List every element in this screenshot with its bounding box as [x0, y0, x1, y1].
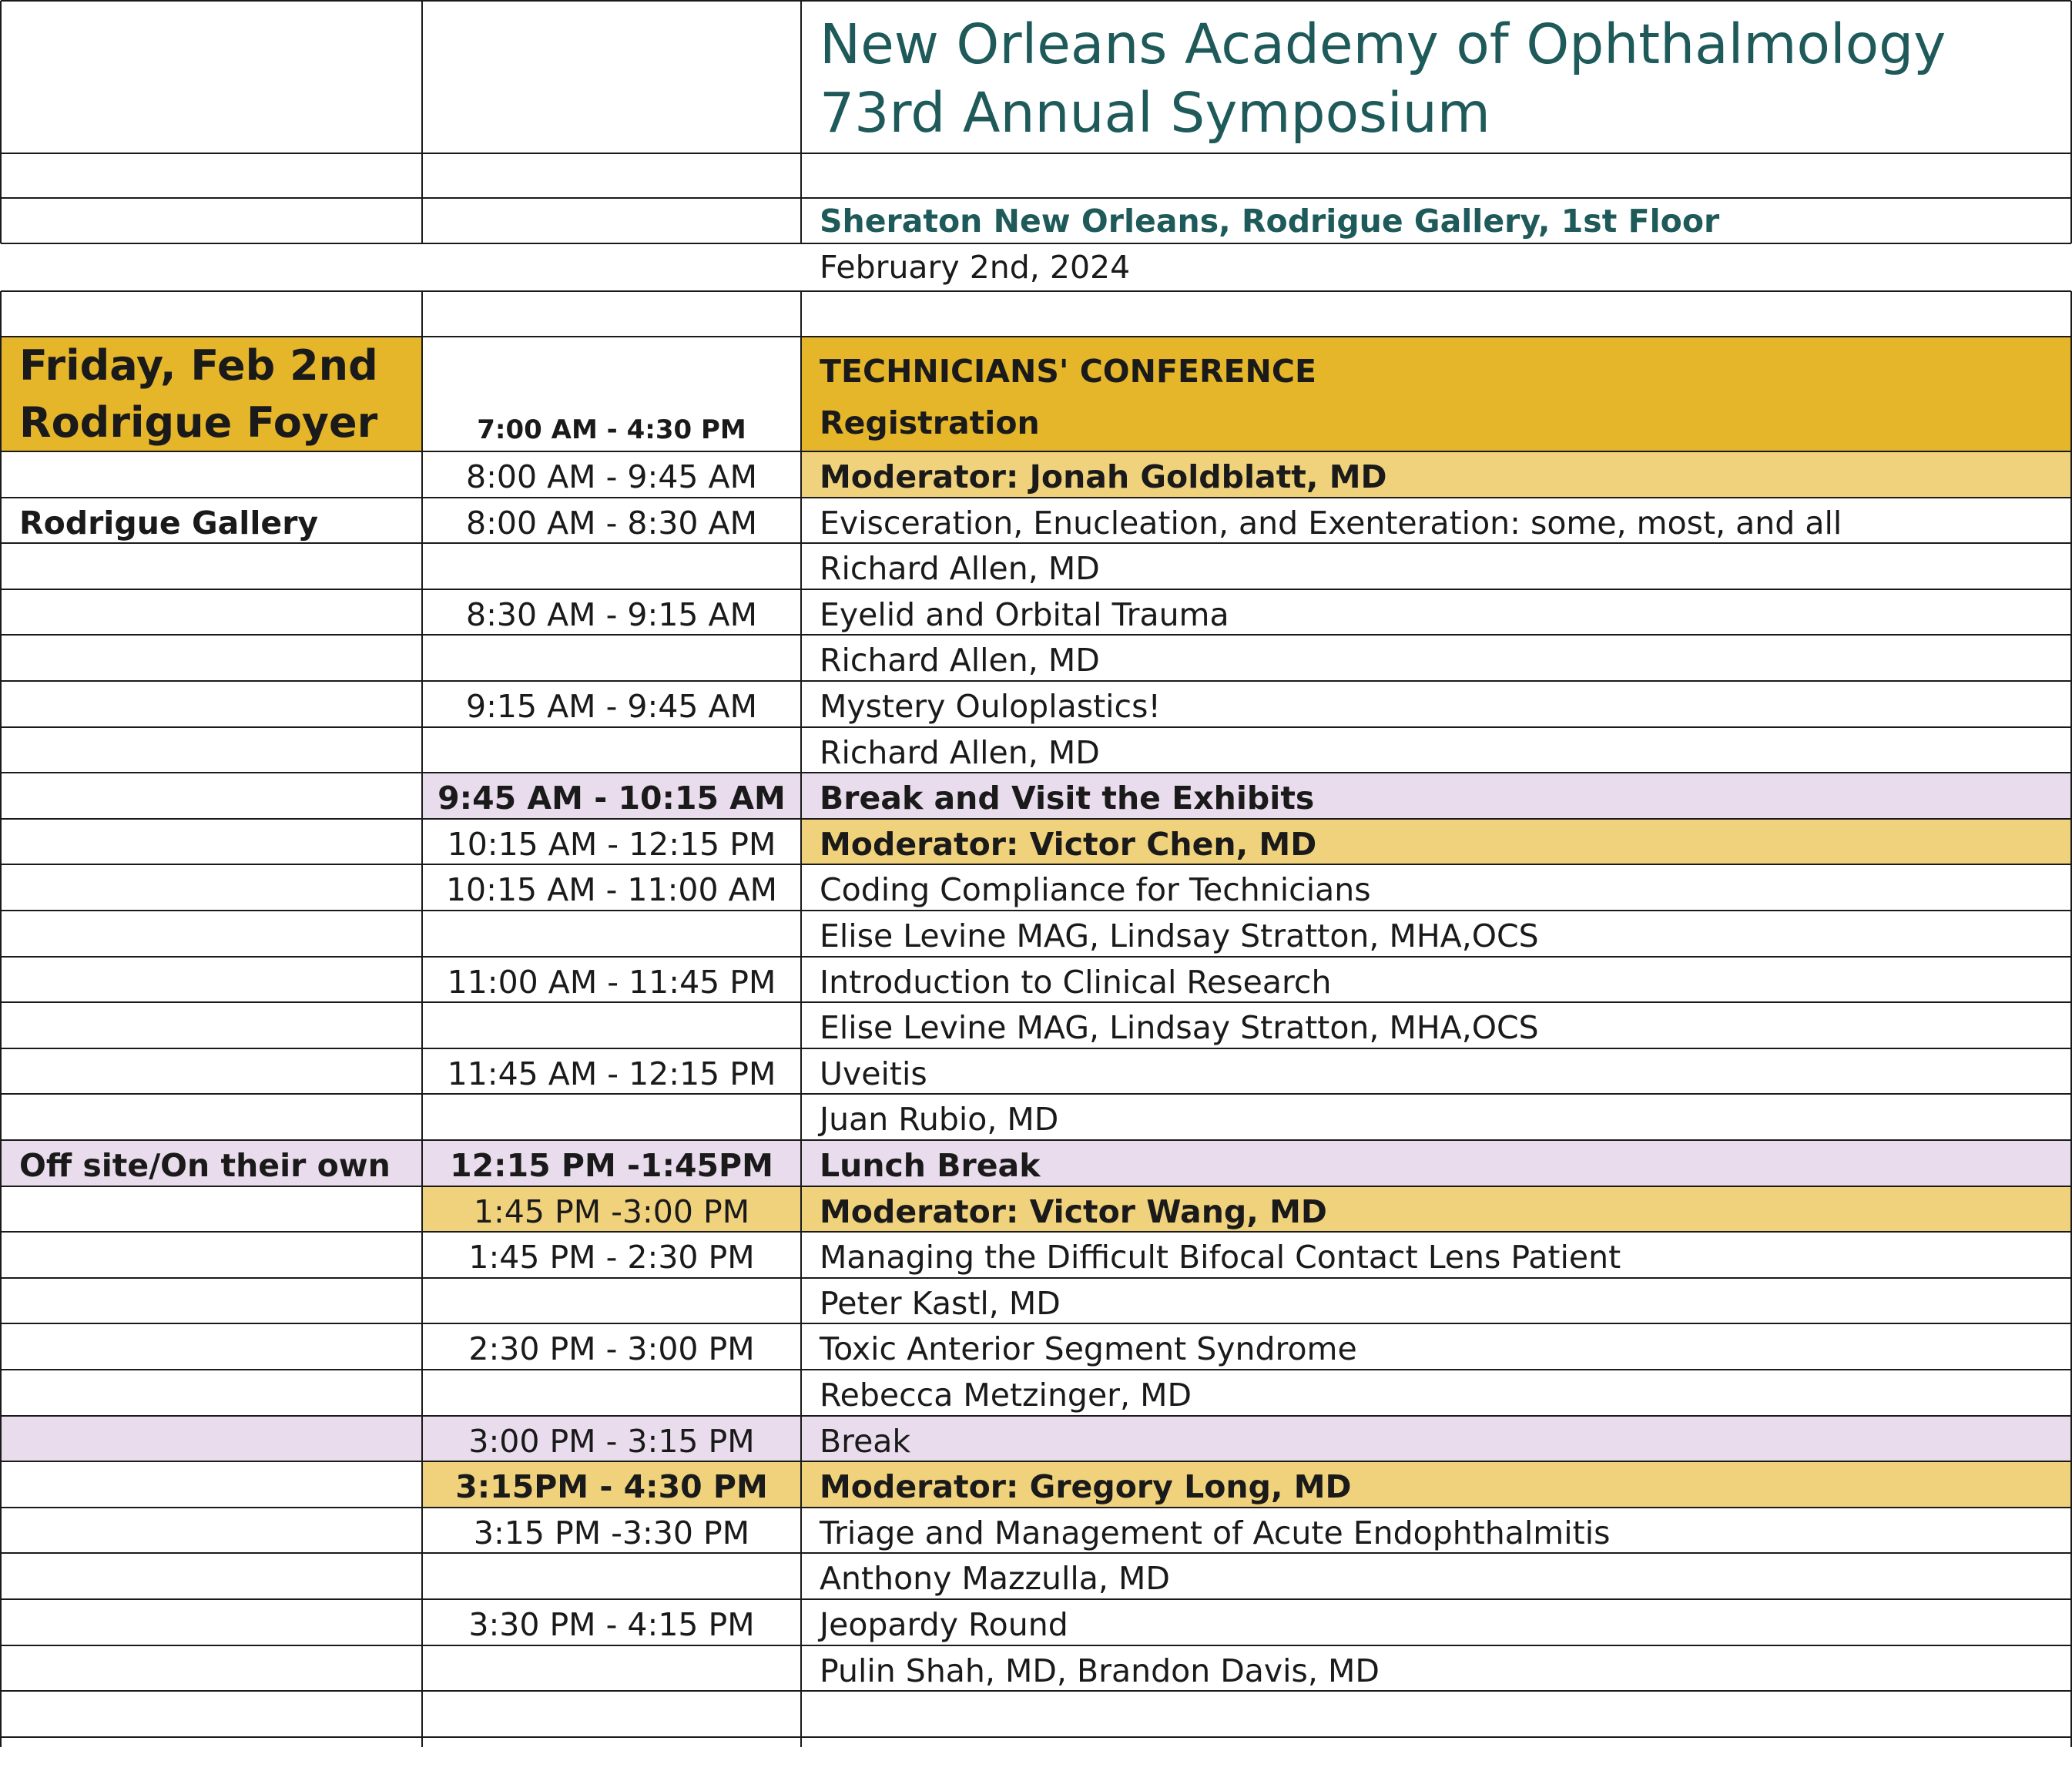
event-cell: [801, 1691, 2071, 1737]
schedule-row: [0, 1553, 2072, 1599]
grid-line-h: [1, 1598, 2071, 1600]
event-cell: Richard Allen, MD: [820, 733, 1100, 771]
location-cell: [1, 1416, 422, 1461]
grid-line-v: [800, 337, 802, 1747]
schedule-row: [0, 451, 2072, 498]
time-cell: 3:30 PM - 4:15 PM: [468, 1606, 755, 1643]
location-cell: [1, 1508, 422, 1553]
event-cell: Rebecca Metzinger, MD: [820, 1377, 1192, 1414]
schedule-row: [0, 681, 2072, 727]
time-cell: [422, 911, 801, 957]
grid-line-h: [1, 1048, 2071, 1049]
schedule-row: [0, 1416, 2072, 1461]
time-cell: 3:15PM - 4:30 PM: [422, 1461, 801, 1508]
time-cell: [422, 543, 801, 589]
event-cell: Jeopardy Round: [820, 1606, 1068, 1643]
event-cell: Elise Levine MAG, Lindsay Stratton, MHA,OCS: [820, 917, 1539, 954]
time-cell: 10:15 AM - 12:15 PM: [447, 825, 776, 863]
schedule-row: [0, 1278, 2072, 1323]
location-cell: [1, 1232, 422, 1278]
grid-line-h: [1, 451, 2071, 452]
date-row: [0, 243, 2072, 291]
location-cell: [1, 1048, 422, 1094]
time-cell: [422, 1370, 801, 1416]
date-label: February 2nd, 2024: [820, 249, 1131, 286]
time-cell: [422, 1002, 801, 1048]
event-cell: Break and Visit the Exhibits: [801, 773, 2071, 819]
title-row: [0, 0, 2072, 153]
grid-line-h: [1, 1507, 2071, 1508]
schedule-row: [0, 1094, 2072, 1140]
event-cell: Lunch Break: [801, 1140, 2071, 1186]
location-cell: [1, 1370, 422, 1416]
grid-line-h: [1, 726, 2071, 728]
grid-line-h: [1, 1369, 2071, 1370]
grid-line-h: [1, 1186, 2071, 1187]
grid-line-h: [1, 336, 2071, 337]
schedule-row: [0, 1508, 2072, 1553]
location-cell: [1, 1691, 422, 1737]
time-cell: 12:15 PM -1:45PM: [422, 1140, 801, 1186]
event-cell: Anthony Mazzulla, MD: [820, 1560, 1170, 1597]
event-cell: Juan Rubio, MD: [820, 1101, 1059, 1138]
time-cell: [422, 1094, 801, 1140]
event-cell: Uveitis: [820, 1055, 927, 1092]
schedule-row: [0, 1323, 2072, 1370]
location-cell: [1, 773, 422, 819]
event-cell: Evisceration, Enucleation, and Exenteration: some, most, and all: [820, 504, 1842, 542]
time-cell: 11:00 AM - 11:45 PM: [447, 963, 776, 1001]
event-cell: Pulin Shah, MD, Brandon Davis, MD: [820, 1652, 1380, 1689]
grid-line-v: [800, 1, 802, 243]
location-cell: [1, 1461, 422, 1508]
schedule-row: [0, 1599, 2072, 1645]
location-cell: [1, 1278, 422, 1323]
registration-time: 7:00 AM - 4:30 PM: [477, 414, 746, 445]
grid-line-h: [1, 634, 2071, 636]
time-cell: [422, 1645, 801, 1691]
schedule-row: [0, 864, 2072, 911]
grid-line-v: [421, 291, 423, 337]
event-cell: Moderator: Gregory Long, MD: [801, 1461, 2071, 1508]
day-header: [0, 337, 2072, 451]
grid-line-h: [1, 864, 2071, 865]
schedule-row: [0, 1186, 2072, 1232]
grid-line-h: [1, 1461, 2071, 1462]
title-cell: [801, 0, 2071, 153]
location-cell: [1, 1645, 422, 1691]
schedule-row: [0, 1691, 2072, 1737]
location-cell: [1, 635, 422, 681]
event-cell: Moderator: Jonah Goldblatt, MD: [801, 451, 2071, 498]
venue-row: [0, 198, 2072, 243]
grid-line-h: [1, 290, 2071, 292]
event-cell: Triage and Management of Acute Endophthalmitis: [820, 1514, 1611, 1551]
location-cell: Rodrigue Gallery: [19, 504, 319, 542]
schedule-row: [0, 727, 2072, 773]
grid-line-h: [1, 1415, 2071, 1417]
grid-line-h: [1, 1001, 2071, 1003]
event-cell: Mystery Ouloplastics!: [820, 688, 1161, 725]
time-cell: 1:45 PM - 2:30 PM: [468, 1239, 755, 1276]
event-cell: Moderator: Victor Wang, MD: [801, 1186, 2071, 1232]
schedule-row: [0, 498, 2072, 543]
time-cell: [422, 727, 801, 773]
time-cell: 9:45 AM - 10:15 AM: [422, 773, 801, 819]
location-cell: [1, 911, 422, 957]
conference-cell: [801, 337, 2071, 451]
location-cell: [1, 1094, 422, 1140]
location-cell: [1, 1323, 422, 1370]
grid-line-v: [800, 291, 802, 337]
time-cell: 9:15 AM - 9:45 AM: [466, 688, 757, 725]
schedule-row: [0, 543, 2072, 589]
event-cell: Coding Compliance for Technicians: [820, 871, 1371, 908]
empty-cell: [1, 0, 422, 153]
time-cell: 10:15 AM - 11:00 AM: [445, 871, 778, 908]
venue-label: Sheraton New Orleans, Rodrigue Gallery, 1st Floor: [820, 202, 1720, 240]
time-cell: [422, 1278, 801, 1323]
location-cell: [1, 543, 422, 589]
grid-line-h: [1, 589, 2071, 590]
schedule-row: [0, 1002, 2072, 1048]
grid-line-h: [1, 1736, 2071, 1738]
grid-line-h: [1, 1645, 2071, 1646]
location-cell: [1, 451, 422, 498]
schedule-row: [0, 1140, 2072, 1186]
conference-title: TECHNICIANS' CONFERENCE: [820, 352, 1316, 390]
grid-line-h: [1, 680, 2071, 682]
grid-line-h: [1, 818, 2071, 820]
schedule-row: [0, 1232, 2072, 1278]
grid-line-h: [1, 1690, 2071, 1692]
location-cell: [1, 819, 422, 864]
location-cell: Off site/On their own: [1, 1140, 422, 1186]
grid-line-v: [421, 1, 423, 243]
location-cell: [1, 1599, 422, 1645]
time-cell: 8:00 AM - 8:30 AM: [466, 504, 757, 542]
grid-line-h: [1, 1323, 2071, 1324]
grid-line-h: [1, 1231, 2071, 1233]
time-cell: [422, 1691, 801, 1737]
event-cell: Moderator: Victor Chen, MD: [801, 819, 2071, 864]
schedule-row: [0, 589, 2072, 635]
grid-line-h: [1, 243, 2071, 244]
event-cell: Richard Allen, MD: [820, 642, 1100, 679]
event-cell: Toxic Anterior Segment Syndrome: [820, 1330, 1357, 1367]
time-cell: 8:30 AM - 9:15 AM: [466, 595, 757, 633]
schedule-row: [0, 957, 2072, 1002]
grid-line-h: [1, 1093, 2071, 1095]
schedule-row: [0, 773, 2072, 819]
event-cell: Peter Kastl, MD: [820, 1284, 1061, 1322]
event-cell: Break: [801, 1416, 2071, 1461]
time-cell: 11:45 AM - 12:15 PM: [447, 1055, 776, 1092]
time-cell: 3:00 PM - 3:15 PM: [422, 1416, 801, 1461]
location-cell: [1, 589, 422, 635]
schedule-row: [0, 911, 2072, 957]
schedule-row: [0, 1461, 2072, 1508]
time-cell: 8:00 AM - 9:45 AM: [466, 458, 757, 495]
grid-line-h: [1, 1552, 2071, 1554]
schedule-row: [0, 819, 2072, 864]
grid-line-h: [1, 497, 2071, 498]
grid-line-h: [1, 772, 2071, 773]
grid-line-h: [1, 197, 2071, 199]
registration-label: Registration: [820, 404, 1040, 441]
event-cell: Eyelid and Orbital Trauma: [820, 595, 1229, 633]
time-cell: [422, 635, 801, 681]
grid-line-v: [0, 1, 2, 243]
page-subtitle: 73rd Annual Symposium: [820, 80, 1490, 145]
day-cell: [1, 337, 422, 451]
empty-cell: [422, 0, 801, 153]
location-label: Rodrigue Foyer: [19, 397, 378, 447]
grid-line-h: [1, 153, 2071, 154]
location-cell: [1, 1553, 422, 1599]
event-cell: Elise Levine MAG, Lindsay Stratton, MHA,OCS: [820, 1009, 1539, 1046]
day-label: Friday, Feb 2nd: [19, 340, 378, 390]
schedule-row: [0, 635, 2072, 681]
reg-time-cell: [422, 337, 801, 451]
schedule-row: [0, 1048, 2072, 1094]
grid-line-h: [1, 542, 2071, 544]
location-cell: [1, 727, 422, 773]
grid-line-h: [1, 0, 2071, 2]
location-cell: [1, 681, 422, 727]
grid-line-h: [1, 1277, 2071, 1279]
location-cell: [1, 957, 422, 1002]
grid-line-v: [0, 291, 2, 1747]
grid-line-v: [421, 337, 423, 1747]
grid-line-h: [1, 956, 2071, 958]
grid-line-h: [1, 910, 2071, 911]
event-cell: Introduction to Clinical Research: [820, 963, 1332, 1001]
time-cell: [422, 1553, 801, 1599]
time-cell: 1:45 PM -3:00 PM: [422, 1186, 801, 1232]
time-cell: 2:30 PM - 3:00 PM: [468, 1330, 755, 1367]
event-cell: Managing the Difficult Bifocal Contact Lens Patient: [820, 1239, 1621, 1276]
page-title: New Orleans Academy of Ophthalmology: [820, 12, 1946, 76]
grid-line-h: [1, 1139, 2071, 1141]
schedule-row: [0, 1370, 2072, 1416]
location-cell: [1, 1186, 422, 1232]
location-cell: [1, 1002, 422, 1048]
location-cell: [1, 864, 422, 911]
event-cell: Richard Allen, MD: [820, 550, 1100, 587]
schedule-row: [0, 1645, 2072, 1691]
time-cell: 3:15 PM -3:30 PM: [473, 1514, 750, 1551]
